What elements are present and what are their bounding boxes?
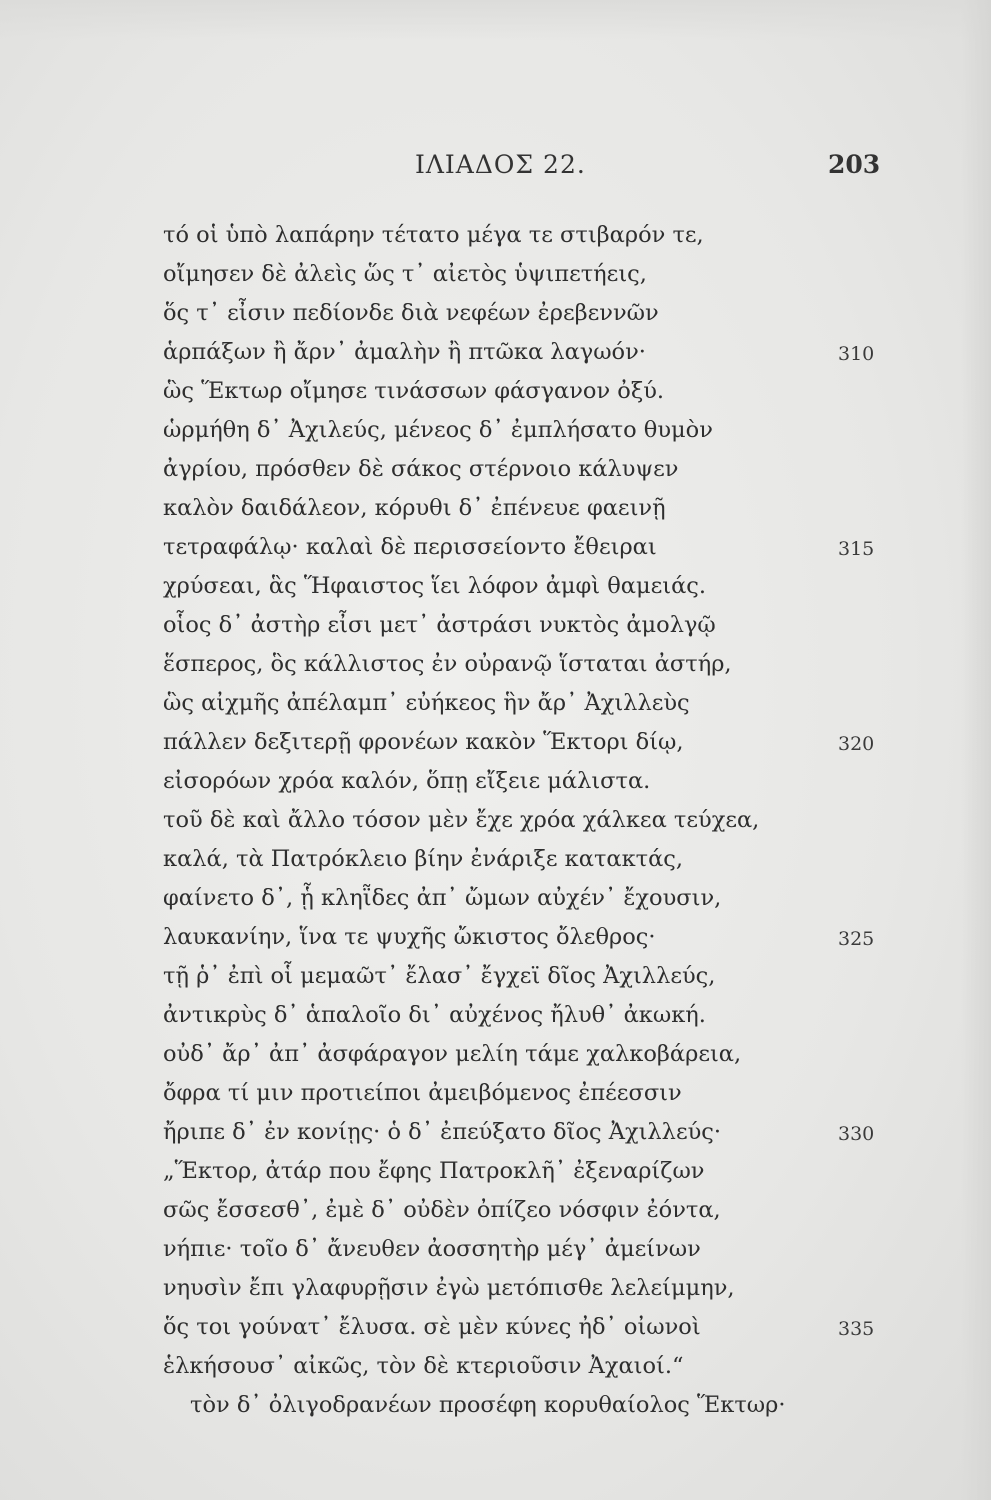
verse-line: τοῦ δὲ καὶ ἄλλο τόσον μὲν ἔχε χρόα χάλκεα τεύχεα, xyxy=(163,807,760,833)
verse-line: καλά, τὰ Πατρόκλειο βίην ἐνάριξε κατακτάς, xyxy=(163,846,684,872)
verse-line: ὣς Ἕκτωρ οἴμησε τινάσσων φάσγανον ὀξύ. xyxy=(163,378,665,404)
verse-line: „Ἕκτορ, ἀτάρ που ἔφης Πατροκλῆ᾽ ἐξεναρίζων xyxy=(163,1158,705,1184)
verse-line: ἁρπάξων ἢ ἄρν᾽ ἀμαλὴν ἢ πτῶκα λαγωόν· xyxy=(163,339,646,365)
running-header-title: ΙΛΙΑΔΟΣ 22. xyxy=(415,150,586,179)
verse-line: ὅς τοι γούνατ᾽ ἔλυσα. σὲ μὲν κύνες ἠδ᾽ οἰωνοὶ xyxy=(163,1314,701,1340)
verse-line: σῶς ἔσσεσθ᾽, ἐμὲ δ᾽ οὐδὲν ὀπίζεο νόσφιν ἐόντα, xyxy=(163,1197,721,1223)
verse-line: τετραφάλῳ· καλαὶ δὲ περισσείοντο ἔθειραι xyxy=(163,534,657,560)
verse-line: φαίνετο δ᾽, ᾗ κληῗδες ἀπ᾽ ὤμων αὐχέν᾽ ἔχουσιν, xyxy=(163,885,722,911)
verse-line: τὸν δ᾽ ὀλιγοδρανέων προσέφη κορυθαίολος Ἕκτωρ· xyxy=(190,1392,786,1418)
line-number: 335 xyxy=(838,1318,875,1340)
verse-line: οὐδ᾽ ἄρ᾽ ἀπ᾽ ἀσφάραγον μελίη τάμε χαλκοβάρεια, xyxy=(163,1041,742,1067)
verse-line: ὅς τ᾽ εἶσιν πεδίονδε διὰ νεφέων ἐρεβεννῶν xyxy=(163,300,659,326)
verse-line: ὄφρα τί μιν προτιείποι ἀμειβόμενος ἐπέεσσιν xyxy=(163,1080,682,1106)
verse-line: τό οἱ ὑπὸ λαπάρην τέτατο μέγα τε στιβαρόν τε, xyxy=(163,222,704,248)
verse-line: ὡρμήθη δ᾽ Ἀχιλεύς, μένεος δ᾽ ἐμπλήσατο θυμὸν xyxy=(163,417,713,443)
verse-line: ἑλκήσουσ᾽ αἰκῶς, τὸν δὲ κτεριοῦσιν Ἀχαιοί.“ xyxy=(163,1353,684,1379)
verse-line: οἷος δ᾽ ἀστὴρ εἶσι μετ᾽ ἀστράσι νυκτὸς ἀμολγῷ xyxy=(163,612,716,638)
verse-line: τῇ ῥ᾽ ἐπὶ οἷ μεμαῶτ᾽ ἔλασ᾽ ἔγχεϊ δῖος Ἀχιλλεύς, xyxy=(163,963,716,989)
line-number: 320 xyxy=(838,733,875,755)
verse-line: ἀγρίου, πρόσθεν δὲ σάκος στέρνοιο κάλυψεν xyxy=(163,456,679,482)
verse-line: ἤριπε δ᾽ ἐν κονίῃς· ὁ δ᾽ ἐπεύξατο δῖος Ἀχιλλεύς· xyxy=(163,1119,722,1145)
line-number: 330 xyxy=(838,1123,875,1145)
verse-line: ἀντικρὺς δ᾽ ἁπαλοῖο δι᾽ αὐχένος ἤλυθ᾽ ἀκωκή. xyxy=(163,1002,706,1028)
verse-line: νήπιε· τοῖο δ᾽ ἄνευθεν ἀοσσητὴρ μέγ᾽ ἀμείνων xyxy=(163,1236,701,1262)
verse-line: νηυσὶν ἔπι γλαφυρῇσιν ἐγὼ μετόπισθε λελείμμην, xyxy=(163,1275,735,1301)
verse-line: χρύσεαι, ἃς Ἥφαιστος ἵει λόφον ἀμφὶ θαμειάς. xyxy=(163,573,707,599)
verse-line: οἴμησεν δὲ ἀλεὶς ὥς τ᾽ αἰετὸς ὑψιπετήεις, xyxy=(163,261,647,287)
verse-line: ὣς αἰχμῆς ἀπέλαμπ᾽ εὐήκεος ἣν ἄρ᾽ Ἀχιλλεὺς xyxy=(163,690,690,716)
verse-line: λαυκανίην, ἵνα τε ψυχῆς ὤκιστος ὄλεθρος· xyxy=(163,924,656,950)
line-number: 310 xyxy=(838,343,875,365)
line-number: 325 xyxy=(838,928,875,950)
verse-line: καλὸν δαιδάλεον, κόρυθι δ᾽ ἐπένευε φαεινῇ xyxy=(163,495,666,521)
line-number: 315 xyxy=(838,538,875,560)
page-number: 203 xyxy=(828,150,881,179)
verse-line: πάλλεν δεξιτερῇ φρονέων κακὸν Ἕκτορι δίῳ, xyxy=(163,729,684,755)
verse-line: εἰσορόων χρόα καλόν, ὅπῃ εἴξειε μάλιστα. xyxy=(163,768,651,794)
verse-line: ἕσπερος, ὃς κάλλιστος ἐν οὐρανῷ ἵσταται ἀστήρ, xyxy=(163,651,732,677)
